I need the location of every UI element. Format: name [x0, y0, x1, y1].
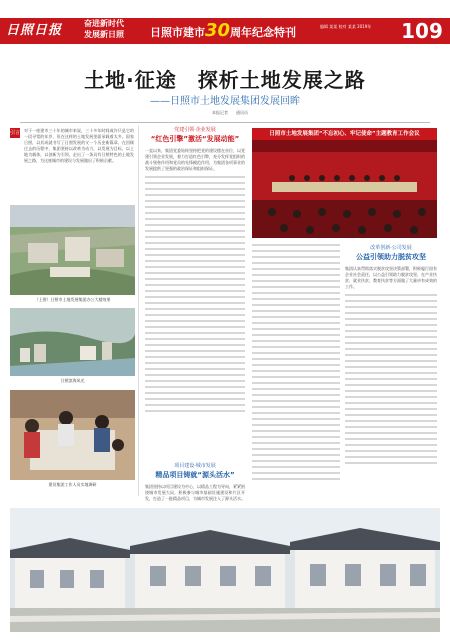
newspaper-logo: 日照日报 [6, 23, 63, 38]
section1-text-lines [145, 176, 245, 412]
section3-title: 公益引领助力脱贫攻坚 [356, 253, 426, 261]
section2-body [145, 484, 245, 504]
right-column-1 [252, 244, 340, 494]
photo3-caption: 建设集团工作人员实地调研 [48, 482, 97, 487]
meeting-photo-image [252, 140, 437, 238]
issue-info: 编辑 某某 校对 某某 2019年 [320, 24, 372, 29]
intro-text [24, 128, 134, 198]
anniversary-post: 周年纪念特刊 [230, 26, 297, 39]
page-number: 109 [401, 19, 443, 43]
column-divider [138, 126, 139, 496]
staff-photo-image [10, 390, 135, 480]
section1-text: 一直以来，集团党委始终坚持把党的建设摆在首位，以党建引领企业发展，着力打造红色引擎，充分发挥党组织的战斗堡垒作用和党员的先锋模范作用，为集团各项事业的发展提供了坚强的政治保证和组织保证。 [145, 148, 245, 171]
intro-paragraph: 对于一座建市三十年的城市来说，三十多年时间或许只是它的一段寻常的年岁，但在这样的土地发展里面承载着太多。国家日照，以其成就书写了日照发展的又一个历史新篇章。在回顾过去的历程中，集团坚持以改革为动力，以发展为目标，以土地为载体，以创新为引领，走出了一条具有日照特色的土地发展之路，为这座城市的建设与发展做出了积极贡献。 [24, 128, 134, 163]
section2-kicker: 项目建设·城市发展 [174, 463, 216, 469]
section3-text: 集团认真贯彻落实脱贫攻坚决策部署，积极履行国有企业社会责任，以公益引领助力脱贫攻坚，在产业扶贫、就业扶贫、教育扶贫等方面做了大量卓有成效的工作。 [345, 266, 437, 289]
article-byline: 本报记者 通讯员 [212, 110, 248, 115]
section3-kicker: 改革创新·公司发展 [370, 245, 412, 251]
meeting-banner: 日照市土地发展集团“不忘初心、牢记使命”主题教育工作会议 [252, 128, 437, 140]
slogan [84, 18, 144, 44]
article-subtitle: ——日照市土地发展集团发展回眸 [150, 96, 300, 107]
residential-photo-image [10, 508, 440, 632]
section3-body [345, 266, 437, 492]
coast-photo-image [10, 308, 135, 376]
aerial-photo-image [10, 205, 135, 295]
anniversary-banner [150, 21, 320, 41]
residential-photo [10, 508, 440, 632]
section1-title: “红色引擎”激活“发展动能” [150, 135, 240, 143]
slogan-line-2: 发展新日照 [84, 30, 124, 39]
anniversary-pre: 日照市建市 [150, 26, 205, 39]
section2-title: 精品项目铸就“源头活水” [155, 471, 235, 479]
section2-text: 集团坚持以项目建设为中心，以精品工程为导向，紧紧围绕城市发展大局，积极参与城市基础设施建设和片区开发，打造了一批精品项目，为城市发展注入了源头活水。 [145, 484, 245, 501]
intro-tag: 引言 [10, 130, 21, 136]
section3-text-lines [345, 294, 437, 464]
photo2-caption: 日照滨海风光 [60, 378, 85, 383]
aerial-photo [10, 205, 135, 295]
slogan-line-1: 奋进新时代 [84, 19, 124, 28]
coast-photo [10, 308, 135, 376]
section1-kicker: 党建引领·企业发展 [174, 127, 216, 133]
meeting-photo [252, 140, 437, 238]
anniversary-number: 30 [205, 20, 231, 41]
article-title: 土地·征途 探析土地发展之路 [84, 68, 366, 92]
staff-photo [10, 390, 135, 480]
photo1-caption: （上图）日照市土地发展集团办公大楼效果 [34, 297, 111, 302]
title-divider [20, 122, 430, 123]
section1-body [145, 148, 245, 458]
